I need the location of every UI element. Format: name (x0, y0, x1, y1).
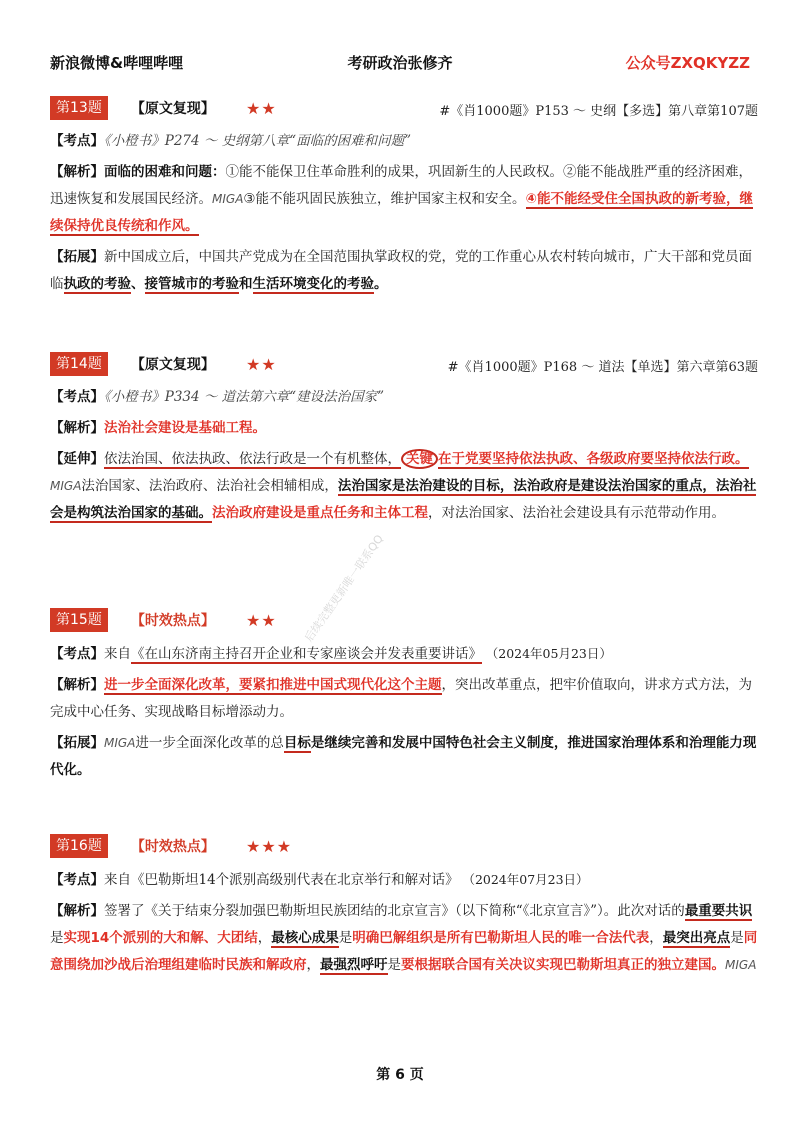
kaodian-tag: 【考点】 (50, 389, 104, 405)
miga-mark: MIGA (50, 479, 82, 493)
question-number: 第14题 (50, 352, 108, 376)
kaodian-date: （2024年07月23日） (468, 872, 589, 887)
jiexi-text: ③能不能巩固民族独立，维护国家主权和安全。 (243, 191, 526, 207)
conj: 和 (239, 276, 253, 292)
question-type: 【原文复现】 (130, 357, 215, 373)
miga-mark: MIGA (104, 736, 136, 750)
jiexi-lead: 面临的困难和问题： (104, 164, 226, 180)
kaodian-text: 《小橙书》P334 ～ 道法第六章“建设法治国家” (104, 389, 384, 405)
tuozhan-key: 接管城市的考验 (144, 276, 239, 292)
jiexi-tag: 【解析】 (50, 903, 104, 919)
question-type: 【原文复现】 (130, 101, 215, 117)
kaodian-text: 来自《巴勒斯坦14个派别高级别代表在北京举行和解对话》 (104, 872, 459, 888)
kaodian-line (50, 866, 758, 894)
kaodian-date: （2024年05月23日） (492, 646, 612, 661)
question-15 (50, 608, 758, 788)
question-13 (50, 96, 758, 302)
jiexi-text: 签署了《关于结束分裂加强巴勒斯坦民族团结的北京宣言》（以下简称“《北京宣言》”）。此次对话的 (104, 903, 685, 919)
star-rating: ★★ (246, 354, 277, 374)
jiexi-highlight: 实现14个派别的大和解、大团结 (63, 930, 258, 946)
tuozhan-key: 目标 (283, 735, 311, 751)
jiexi-highlight: 要根据联合国有关决议实现巴勒斯坦真正的独立建国。 (401, 957, 725, 973)
jiexi-key: 最强烈呼吁 (320, 957, 388, 973)
question-source: #《肖1000题》P153 ～ 史纲【多选】第八章第107题 (439, 104, 758, 119)
jiexi-key: 最重要共识 (684, 903, 753, 919)
jiexi-line (50, 415, 758, 442)
question-header (50, 352, 758, 378)
jiexi-line (50, 898, 758, 979)
jiexi-key: 最突出亮点 (662, 930, 731, 946)
tuozhan-key: 执政的考验 (63, 276, 131, 292)
tuozhan-text: 进一步全面深化改革的总 (135, 735, 284, 751)
yanshen-circled: 关键 (401, 449, 438, 469)
star-rating: ★★ (246, 610, 277, 630)
jiexi-tag: 【解析】 (50, 420, 104, 436)
jiexi-conj: 是 (50, 930, 64, 946)
tuozhan-key: 生活环境变化的考验 (252, 276, 374, 292)
question-source: #《肖1000题》P168 ～ 道法【单选】第六章第63题 (447, 360, 758, 375)
kaodian-text: 《在山东济南主持召开企业和专家座谈会并发表重要讲话》 (131, 646, 482, 662)
question-header (50, 96, 758, 122)
page-number: 第 6 页 (376, 1067, 424, 1083)
yanshen-text: 依法治国、依法执政、依法行政是一个有机整体， (104, 451, 401, 467)
tuozhan-line (50, 730, 758, 784)
miga-mark: MIGA (725, 958, 757, 972)
question-number: 第15题 (50, 608, 108, 632)
punct: ， (306, 957, 320, 973)
star-rating: ★★★ (246, 836, 293, 856)
question-header (50, 608, 758, 634)
punct: 。 (374, 276, 388, 292)
yanshen-tag: 【延伸】 (50, 451, 104, 467)
jiexi-key: 最核心成果 (271, 930, 339, 946)
kaodian-prefix: 来自 (104, 646, 131, 662)
star-rating: ★★ (246, 98, 277, 118)
yanshen-key: 法治国家是法治建设的目标，法治政府是建设法治国家的重点，法治社会是构筑法治国家的基础。 (50, 478, 757, 521)
tuozhan-line (50, 244, 758, 298)
header-left: 新浪微博&哔哩哔哩 (50, 54, 184, 72)
jiexi-highlight: 同意围绕加沙战后治理组建临时民族和解政府 (50, 930, 758, 973)
miga-mark: MIGA (212, 192, 244, 206)
yanshen-text: ，对法治国家、法治社会建设具有示范带动作用。 (428, 505, 725, 521)
header-right: 公众号ZXQKYZZ (625, 54, 750, 72)
question-type: 【时效热点】 (130, 613, 215, 629)
jiexi-highlight: 进一步全面深化改革，要紧扣推进中国式现代化这个主题 (104, 677, 442, 693)
jiexi-text: ，突出改革重点，把牢价值取向，讲求方式方法，为完成中心任务、实现战略目标增添动力。 (50, 677, 752, 720)
kaodian-line (50, 128, 758, 155)
jiexi-line (50, 672, 758, 726)
tuozhan-tag: 【拓展】 (50, 735, 104, 751)
question-header (50, 834, 758, 860)
jiexi-conj: 是 (730, 930, 744, 946)
question-type: 【时效热点】 (130, 839, 215, 855)
jiexi-conj: 是 (338, 930, 353, 946)
yanshen-line (50, 446, 758, 527)
jiexi-highlight: 明确巴解组织是所有巴勒斯坦人民的唯一合法代表 (352, 930, 650, 946)
question-number: 第13题 (50, 96, 108, 120)
punct: ， (649, 930, 663, 946)
jiexi-conj: 是 (387, 957, 401, 973)
question-14 (50, 352, 758, 531)
yanshen-highlight: 法治政府建设是重点任务和主体工程 (212, 505, 428, 521)
tuozhan-text: 是继续完善和发展中国特色社会主义制度，推进国家治理体系和治理能力现代化。 (50, 735, 757, 778)
kaodian-tag: 【考点】 (50, 646, 104, 662)
jiexi-highlight: 法治社会建设是基础工程。 (104, 420, 266, 436)
question-16 (50, 834, 758, 983)
kaodian-tag: 【考点】 (50, 133, 104, 149)
jiexi-line (50, 159, 758, 240)
punct: ， (257, 930, 272, 946)
header-center: 考研政治张修齐 (347, 54, 453, 72)
tuozhan-text: 新中国成立后，中国共产党成为在全国范围执掌政权的党，党的工作重心从农村转向城市，广大干部和党员面临 (50, 249, 752, 292)
jiexi-tag: 【解析】 (50, 677, 104, 693)
punct: 、 (131, 276, 145, 292)
kaodian-line (50, 384, 758, 411)
kaodian-line (50, 640, 758, 668)
yanshen-text: 法治国家、法治政府、法治社会相辅相成， (81, 478, 338, 494)
jiexi-highlight: ④能不能经受住全国执政的新考验，继续保持优良传统和作风。 (50, 191, 753, 234)
page-header (50, 52, 750, 74)
question-number: 第16题 (50, 834, 108, 858)
watermark: 后续完整更新唯一联系QQ (302, 532, 386, 645)
jiexi-tag: 【解析】 (50, 164, 104, 180)
kaodian-tag: 【考点】 (50, 872, 104, 888)
kaodian-text: 《小橙书》P274 ～ 史纲第八章“面临的困难和问题” (104, 133, 411, 149)
tuozhan-tag: 【拓展】 (50, 249, 104, 265)
jiexi-text: ①能不能保卫住革命胜利的成果，巩固新生的人民政权。②能不能战胜严重的经济困难，迅速恢复和发展国民经济。 (50, 164, 752, 207)
yanshen-highlight: 在于党要坚持依法执政、各级政府要坚持依法行政。 (438, 451, 749, 467)
